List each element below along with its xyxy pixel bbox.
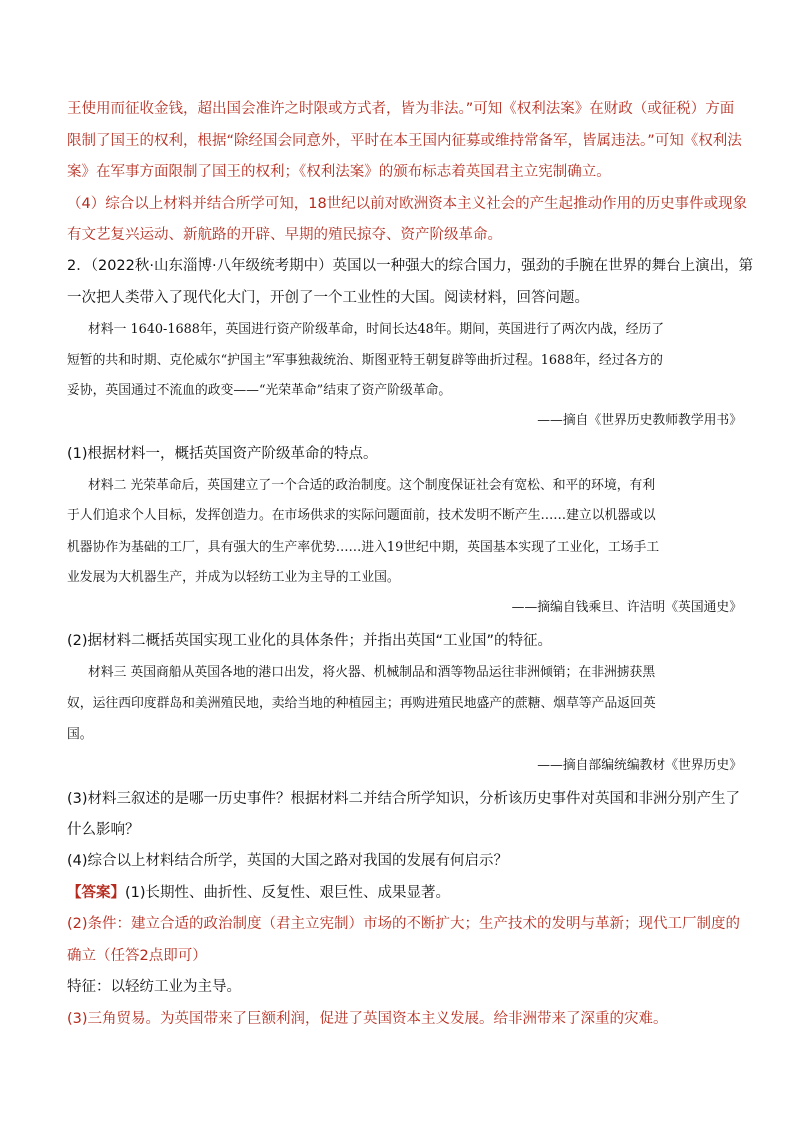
material-1: 妥协，英国通过不流血的政变——“光荣革命”结束了资产阶级革命。 xyxy=(67,383,452,398)
material-1: 短暂的共和时期、克伦威尔“护国主”军事独裁统治、斯图亚特王朝复辟等曲折过程。1688年，经过各方的 xyxy=(67,353,663,368)
sub-question-4: (4)综合以上材料结合所学，英国的大国之路对我国的发展有何启示？ xyxy=(67,853,509,869)
answer-1 xyxy=(67,883,727,903)
answer-1-text: (1)长期性、曲折性、反复性、艰巨性、成果显著。 xyxy=(125,885,451,901)
sub-question-3: (3)材料三叙述的是哪一历史事件？根据材料二并结合所学知识，分析该历史事件对英国和非洲分别产生了 xyxy=(67,791,741,807)
material-2-source: ——摘编自钱乘旦、许洁明《英国通史》 xyxy=(511,600,742,615)
answer-2: (2)条件：建立合适的政治制度（君主立宪制）市场的不断扩大；生产技术的发明与革新；现代工厂制度的 xyxy=(67,916,741,932)
answer-2-feature: 特征：以轻纺工业为主导。 xyxy=(67,979,241,995)
material-3: 奴，运往西印度群岛和美洲殖民地，卖给当地的种植园主；再购进殖民地盛产的蔗糖、烟草等产品返回英 xyxy=(67,696,656,711)
sub-question-1: (1)根据材料一，概括英国资产阶级革命的特点。 xyxy=(67,446,378,462)
answer-2: 确立（任答2点即可） xyxy=(67,948,207,964)
material-2: 业发展为大机器生产，并成为以轻纺工业为主导的工业国。 xyxy=(67,570,400,585)
answer-3: (3)三角贸易。为英国带来了巨额利润，促进了英国资本主义发展。给非洲带来了深重的灾难。 xyxy=(67,1011,668,1027)
answer-tag: 【答案】 xyxy=(67,885,125,901)
material-3: 国。 xyxy=(67,727,93,742)
answer-line: 限制了国王的权利，根据“除经国会同意外，平时在本王国内征募或维持常备军，皆属违法。”可知《权利法 xyxy=(67,133,742,149)
material-2: 材料二 光荣革命后，英国建立了一个合适的政治制度。这个制度保证社会有宽松、和平的环境，有利 xyxy=(88,478,656,493)
material-2: 机器协作为基础的工厂，具有强大的生产率优势……进入19世纪中期，英国基本实现了工业化，工场手工 xyxy=(67,540,660,555)
material-1: 材料一 1640-1688年，英国进行资产阶级革命，时间长达48年。期间，英国进行了两次内战，经历了 xyxy=(88,322,665,337)
answer-line: 王使用而征收金钱，超出国会准许之时限或方式者，皆为非法。”可知《权利法案》在财政（或征税）方面 xyxy=(67,101,735,117)
sub-question-3: 什么影响？ xyxy=(67,822,140,838)
answer-line: 案》在军事方面限制了国王的权利；《权利法案》的颁布标志着英国君主立宪制确立。 xyxy=(67,164,611,180)
question-stem: 2．（2022秋·山东淄博·八年级统考期中）英国以一种强大的综合国力，强劲的手腕在世界的舞台上演出，第 xyxy=(67,258,754,274)
answer-line: 有文艺复兴运动、新航路的开辟、早期的殖民掠夺、资产阶级革命。 xyxy=(67,227,502,243)
sub-question-2: (2)据材料二概括英国实现工业化的具体条件；并指出英国“工业国”的特征。 xyxy=(67,633,553,649)
material-3: 材料三 英国商船从英国各地的港口出发，将火器、机械制品和酒等物品运往非洲倾销；在非洲掳获黑 xyxy=(88,665,656,680)
answer-line: （4）综合以上材料并结合所学可知，18世纪以前对欧洲资本主义社会的产生起推动作用的历史事件或现象 xyxy=(67,196,748,212)
material-3-source: ——摘自部编统编教材《世界历史》 xyxy=(537,758,742,773)
material-2: 于人们追求个人目标，发挥创造力。在市场供求的实际问题面前，技术发明不断产生……建立以机器或以 xyxy=(67,508,656,523)
material-1-source: ——摘自《世界历史教师教学用书》 xyxy=(537,413,742,428)
question-stem: 一次把人类带入了现代化大门，开创了一个工业性的大国。阅读材料，回答问题。 xyxy=(67,290,589,306)
